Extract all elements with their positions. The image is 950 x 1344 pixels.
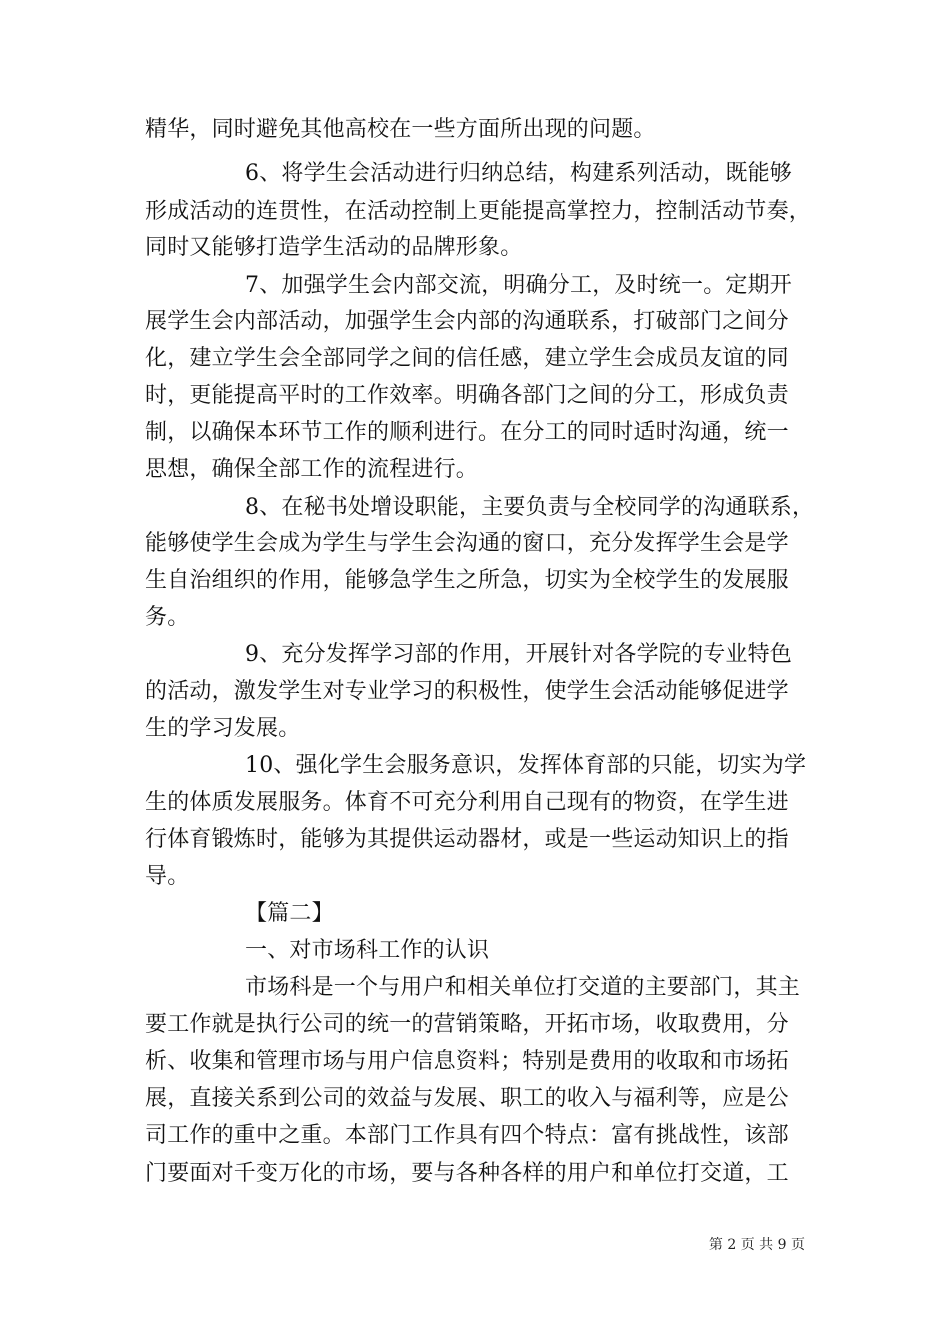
text-line: 行体育锻炼时，能够为其提供运动器材，或是一些运动知识上的指 — [145, 827, 789, 852]
text-line: 门要面对千变万化的市场，要与各种各样的用户和单位打交道，工 — [145, 1161, 789, 1186]
text-line: 要工作就是执行公司的统一的营销策略，开拓市场，收取费用，分 — [145, 1012, 789, 1037]
text-line: 7、加强学生会内部交流，明确分工，及时统一。定期开 — [245, 273, 792, 298]
text-line: 6、将学生会活动进行归纳总结，构建系列活动，既能够 — [245, 161, 792, 186]
text-line: 展学生会内部活动，加强学生会内部的沟通联系，打破部门之间分 — [145, 309, 789, 334]
text-line: 司工作的重中之重。本部门工作具有四个特点：富有挑战性，该部 — [145, 1123, 789, 1148]
text-line: 生自治组织的作用，能够急学生之所急，切实为全校学生的发展服 — [145, 568, 789, 593]
page-number: 第 2 页 共 9 页 — [708, 1237, 805, 1253]
subsection-heading: 一、对市场科工作的认识 — [245, 938, 490, 963]
text-line: 的活动，激发学生对专业学习的积极性，使学生会活动能够促进学 — [145, 679, 789, 704]
text-line: 导。 — [145, 864, 190, 889]
text-line: 8、在秘书处增设职能，主要负责与全校同学的沟通联系， — [245, 495, 815, 520]
text-line: 10、强化学生会服务意识，发挥体育部的只能，切实为学 — [245, 753, 807, 778]
section-heading: 【篇二】 — [245, 901, 334, 926]
text-line: 9、充分发挥学习部的作用，开展针对各学院的专业特色 — [245, 642, 792, 667]
text-line: 能够使学生会成为学生与学生会沟通的窗口，充分发挥学生会是学 — [145, 531, 789, 556]
text-line: 制，以确保本环节工作的顺利进行。在分工的同时适时沟通，统一 — [145, 420, 789, 445]
text-line: 市场科是一个与用户和相关单位打交道的主要部门，其主 — [245, 975, 801, 1000]
text-line: 生的体质发展服务。体育不可充分利用自己现有的物资，在学生进 — [145, 790, 789, 815]
text-line: 思想，确保全部工作的流程进行。 — [145, 457, 479, 482]
text-line: 形成活动的连贯性，在活动控制上更能提高掌控力，控制活动节奏， — [145, 199, 812, 224]
text-line: 展，直接关系到公司的效益与发展、职工的收入与福利等，应是公 — [145, 1086, 789, 1111]
text-line: 务。 — [145, 605, 190, 630]
text-line: 精华，同时避免其他高校在一些方面所出现的问题。 — [145, 117, 656, 142]
text-line: 时，更能提高平时的工作效率。明确各部门之间的分工，形成负责 — [145, 383, 789, 408]
text-line: 化，建立学生会全部同学之间的信任感，建立学生会成员友谊的同 — [145, 346, 789, 371]
text-line: 同时又能够打造学生活动的品牌形象。 — [145, 235, 523, 260]
text-line: 生的学习发展。 — [145, 716, 301, 741]
text-line: 析、收集和管理市场与用户信息资料；特别是费用的收取和市场拓 — [145, 1049, 789, 1074]
